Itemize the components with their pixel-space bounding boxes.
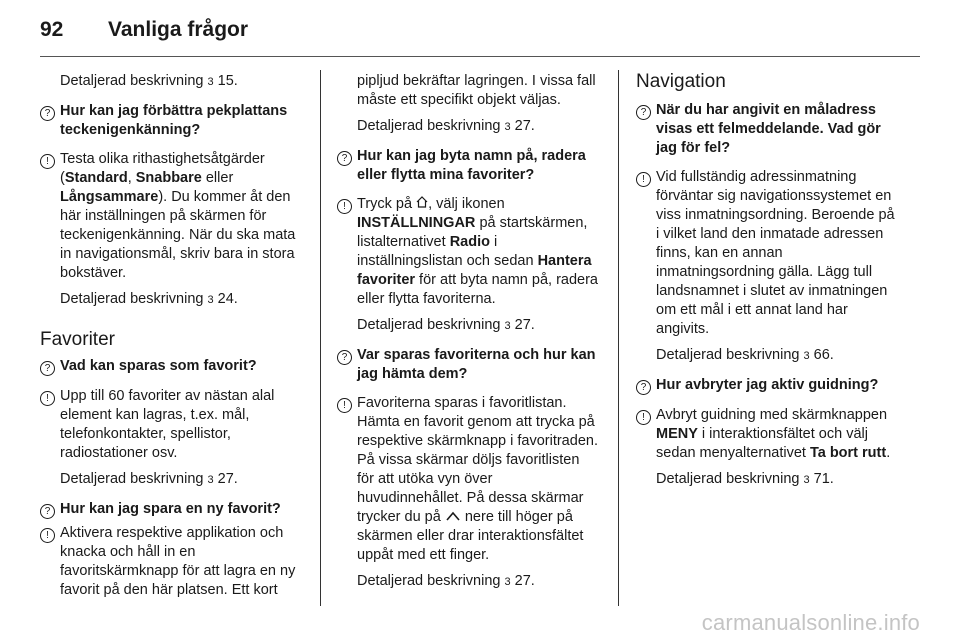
reference-line: Detaljerad beskrivning 3 24. bbox=[40, 290, 302, 310]
question-text: Vad kan sparas som favorit? bbox=[60, 358, 257, 374]
reference-page: 15. bbox=[217, 73, 238, 89]
answer-text: Favoriterna sparas i favoritlistan. Hämta en favorit genom att trycka på respektive skärmknapp i favoritraden. På vissa skärmar döljs favoritlisten för att utöka vyn över huvudinnehållet. På dessa skärmar trycker du på nere till höger på skärmen eller drar interaktionsfältet uppåt med ett finger. bbox=[357, 395, 598, 563]
answer-text: Upp till 60 favoriter av nästan alal element kan lagras, t.ex. mål, telefonkontakter, spellistor, radiostationer osv. bbox=[60, 388, 275, 461]
page-arrow-icon: 3 bbox=[504, 576, 511, 588]
reference-line: Detaljerad beskrivning 3 71. bbox=[636, 470, 898, 490]
reference-line: Detaljerad beskrivning 3 27. bbox=[337, 572, 599, 592]
page-arrow-icon: 3 bbox=[207, 474, 214, 486]
answer-icon: ! bbox=[40, 524, 60, 544]
answer-item bbox=[337, 394, 599, 565]
column-divider-2 bbox=[618, 70, 619, 606]
question-item bbox=[40, 500, 302, 520]
answer-text: Aktivera respektive applikation och knacka och håll in en favoritskärmknapp för att lagra en ny favorit på den här platsen. Ett kort bbox=[60, 525, 296, 598]
reference-line: Detaljerad beskrivning 3 27. bbox=[40, 470, 302, 490]
answer-icon: ! bbox=[337, 195, 357, 215]
question-icon: ? bbox=[40, 500, 60, 520]
header-rule bbox=[40, 56, 920, 57]
answer-item bbox=[337, 195, 599, 309]
section-heading: Favoriter bbox=[40, 329, 115, 350]
column-1 bbox=[40, 72, 302, 600]
question-text: Hur avbryter jag aktiv guidning? bbox=[656, 377, 879, 393]
answer-item bbox=[40, 524, 302, 600]
page-arrow-icon: 3 bbox=[803, 474, 810, 486]
answer-icon: ! bbox=[40, 387, 60, 407]
question-item bbox=[337, 147, 599, 185]
answer-icon: ! bbox=[636, 168, 656, 188]
page-header bbox=[40, 18, 248, 42]
answer-text: Testa olika rithastighetsåtgärder (Standard, Snabbare eller Långsammare). Du kommer åt den här inställningen på skärmen för teckenigenkänning. När du ska mata in navigationsmål, skriv bara in stora bokstäver. bbox=[60, 151, 296, 281]
page-arrow-icon: 3 bbox=[504, 121, 511, 133]
column-divider-1 bbox=[320, 70, 321, 606]
question-icon: ? bbox=[337, 346, 357, 366]
reference-line: Detaljerad beskrivning 3 27. bbox=[337, 117, 599, 137]
home-icon bbox=[416, 195, 428, 214]
watermark: carmanualsonline.info bbox=[701, 610, 920, 635]
question-text: När du har angivit en måladress visas ett felmeddelande. Vad gör jag för fel? bbox=[656, 102, 881, 156]
question-text: Hur kan jag spara en ny favorit? bbox=[60, 501, 281, 517]
column-2 bbox=[337, 72, 599, 592]
reference-line: Detaljerad beskrivning 3 27. bbox=[337, 316, 599, 336]
chevron-up-icon bbox=[445, 508, 461, 527]
answer-text: Vid fullständig adressinmatning förväntar sig navigationssystemet en viss inmatningsordning. Beroende på i vilket land den inmatade adressen finns, kan en annan inmatningsordning gälla. Lägg tull landsnamnet i slutet av inmatningen om ett mål i ett annat land har angivits. bbox=[656, 169, 895, 337]
page-title: Vanliga frågor bbox=[108, 18, 249, 41]
reference-text: Detaljerad beskrivning bbox=[60, 73, 204, 89]
question-icon: ? bbox=[40, 357, 60, 377]
question-item bbox=[636, 376, 898, 396]
continued-text: pipljud bekräftar lagringen. I vissa fall måste ett specifikt objekt väljas. bbox=[357, 73, 596, 108]
question-text: Hur kan jag förbättra pekplattans teckenigenkänning? bbox=[60, 103, 288, 138]
question-item bbox=[40, 357, 302, 377]
answer-icon: ! bbox=[636, 406, 656, 426]
reference-line bbox=[40, 72, 302, 92]
column-3 bbox=[636, 72, 898, 490]
question-text: Hur kan jag byta namn på, radera eller flytta mina favoriter? bbox=[357, 148, 586, 183]
question-icon: ? bbox=[636, 376, 656, 396]
reference-line: Detaljerad beskrivning 3 66. bbox=[636, 346, 898, 366]
question-item bbox=[337, 346, 599, 384]
page-number: 92 bbox=[40, 18, 64, 41]
answer-text: Avbryt guidning med skärmknappen MENY i interaktionsfältet och välj sedan menyalternativet Ta bort rutt. bbox=[656, 407, 891, 461]
answer-item bbox=[40, 150, 302, 283]
page-arrow-icon: 3 bbox=[504, 320, 511, 332]
section-heading: Navigation bbox=[636, 71, 726, 92]
answer-icon: ! bbox=[40, 150, 60, 170]
answer-item bbox=[636, 406, 898, 463]
question-item bbox=[40, 102, 302, 140]
question-text: Var sparas favoriterna och hur kan jag hämta dem? bbox=[357, 347, 596, 382]
question-item bbox=[636, 101, 898, 158]
answer-item bbox=[40, 387, 302, 463]
question-icon: ? bbox=[40, 102, 60, 122]
page-arrow-icon: 3 bbox=[207, 76, 214, 88]
question-icon: ? bbox=[636, 101, 656, 121]
answer-text: Tryck på , välj ikonen INSTÄLLNINGAR på startskärmen, listalternativet Radio i inställningslistan och sedan Hantera favoriter för att byta namn på, radera eller flytta favoriterna. bbox=[357, 196, 598, 307]
answer-icon: ! bbox=[337, 394, 357, 414]
page-arrow-icon: 3 bbox=[803, 350, 810, 362]
page-arrow-icon: 3 bbox=[207, 294, 214, 306]
answer-item bbox=[636, 168, 898, 339]
question-icon: ? bbox=[337, 147, 357, 167]
